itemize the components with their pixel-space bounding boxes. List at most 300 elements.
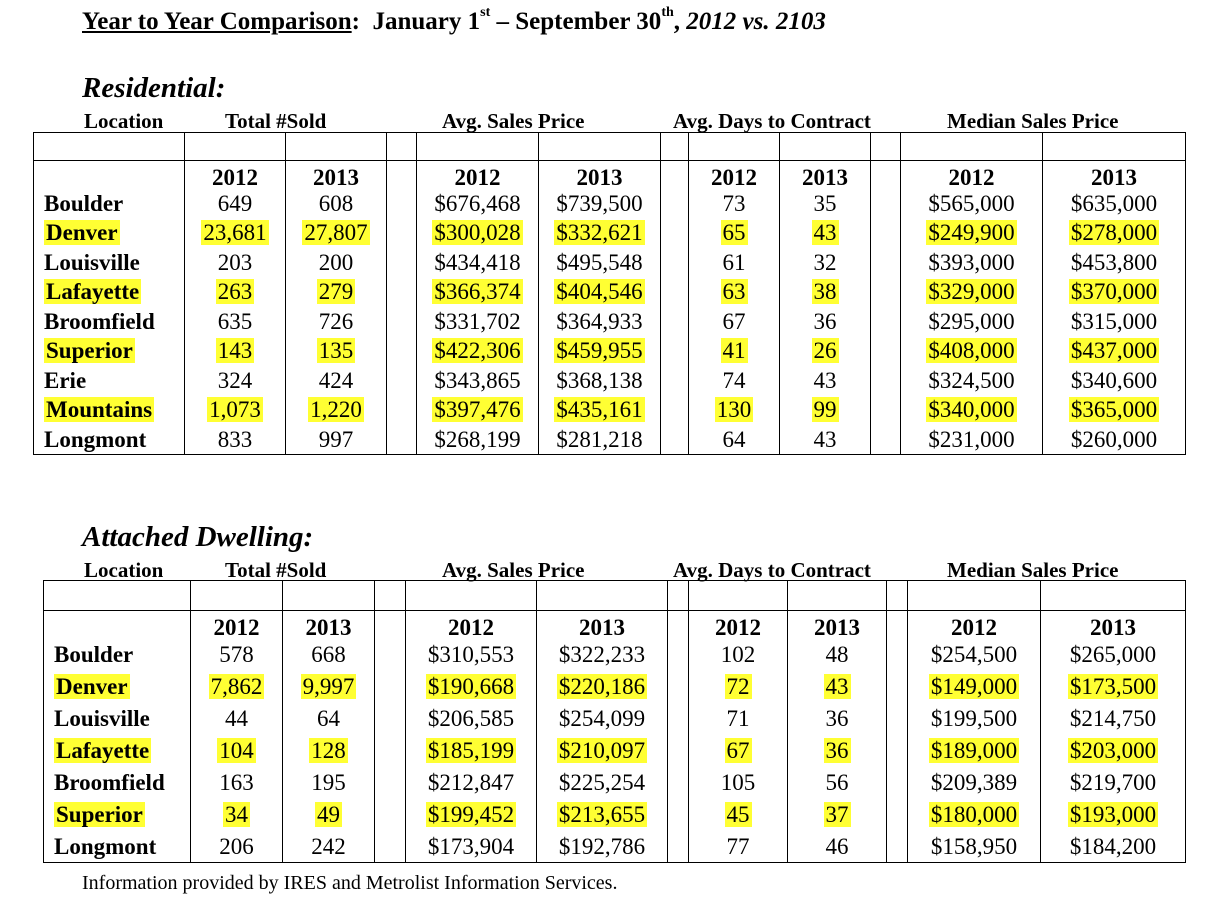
cell-value: 102 (720, 642, 756, 667)
location-cell (34, 277, 185, 307)
avg-days-2013-cell (788, 831, 887, 863)
table-row (44, 703, 1186, 735)
cell-value: $364,933 (556, 308, 643, 334)
cell-value: Denver (46, 220, 118, 246)
median-2013-cell (1043, 395, 1186, 425)
cell-value: 635 (217, 308, 253, 334)
cell-value: $210,097 (558, 738, 646, 763)
cell-value: $331,702 (434, 308, 521, 334)
sold-2012-cell (185, 395, 286, 425)
median-2012-cell (901, 248, 1043, 278)
sold-2012-cell (185, 218, 286, 248)
cell-value: Louisville (54, 706, 150, 731)
avg-days-2012-cell (689, 639, 788, 671)
sold-2013-cell (283, 767, 375, 799)
cell-value: 65 (722, 220, 746, 246)
avg-days-2013-cell (788, 767, 887, 799)
table-row (34, 366, 1186, 396)
median-2012-cell (901, 218, 1043, 248)
cell-value: $408,000 (928, 338, 1015, 364)
year-header: 2012 (406, 611, 537, 639)
avg-price-2012-cell (417, 218, 539, 248)
avg-days-2012-cell (689, 799, 788, 831)
cell-value: Louisville (44, 249, 140, 275)
avg-days-2012-cell (689, 767, 788, 799)
sold-2012-cell (191, 831, 283, 863)
cell-value: 77 (726, 833, 750, 859)
cell-value: $295,000 (928, 308, 1015, 334)
page-title: Year to Year Comparison: January 1st – September 30th, 2012 vs. 2103 (82, 5, 826, 35)
sold-2013-cell (283, 671, 375, 703)
cell-value: 67 (722, 308, 746, 334)
avg-price-2013-cell (539, 395, 661, 425)
avg-price-2012-cell (406, 735, 537, 767)
median-2012-cell (908, 639, 1041, 671)
cell-value: $189,000 (930, 738, 1018, 763)
median-2013-cell (1041, 767, 1186, 799)
median-2012-cell (901, 336, 1043, 366)
cell-value: $340,000 (928, 397, 1015, 423)
year-header: 2012 (689, 161, 780, 189)
median-2012-cell (908, 671, 1041, 703)
cell-value: $635,000 (1070, 190, 1158, 216)
cell-value: $180,000 (930, 802, 1018, 827)
sold-2012-cell (191, 799, 283, 831)
cell-value: $158,950 (930, 833, 1018, 859)
location-cell (44, 735, 191, 767)
cell-value: $231,000 (928, 426, 1015, 452)
cell-value: Boulder (54, 642, 134, 667)
attached-header-avg-price: Avg. Sales Price (442, 558, 585, 582)
median-2012-cell (908, 831, 1041, 863)
cell-value: Longmont (54, 833, 157, 859)
cell-value: 242 (311, 833, 346, 859)
year-header: 2012 (901, 161, 1043, 189)
sold-2013-cell (283, 799, 375, 831)
cell-value: $268,199 (434, 426, 521, 452)
year-header: 2012 (417, 161, 539, 189)
title-main: Year to Year Comparison (82, 8, 352, 35)
location-cell (34, 218, 185, 248)
sold-2013-cell (286, 395, 387, 425)
avg-days-2013-cell (788, 735, 887, 767)
median-2013-cell (1041, 735, 1186, 767)
avg-days-2012-cell (689, 703, 788, 735)
cell-value: $199,500 (930, 706, 1018, 731)
attached-header-location: Location (84, 558, 164, 582)
sold-2013-cell (286, 307, 387, 337)
sold-2012-cell (191, 767, 283, 799)
median-2013-cell (1041, 671, 1186, 703)
cell-value: 46 (825, 833, 849, 859)
sold-2013-cell (283, 703, 375, 735)
avg-price-2012-cell (417, 336, 539, 366)
sold-2012-cell (191, 671, 283, 703)
cell-value: $260,000 (1070, 426, 1158, 452)
sold-2012-cell (185, 425, 286, 455)
avg-price-2012-cell (406, 639, 537, 671)
median-2013-cell (1041, 639, 1186, 671)
cell-value: 49 (317, 802, 340, 827)
cell-value: 104 (219, 738, 254, 763)
year-header: 2013 (283, 611, 375, 639)
attached-header-avg-days: Avg. Days to Contract (673, 558, 871, 582)
cell-value: 36 (825, 706, 849, 731)
cell-value: $365,000 (1070, 397, 1158, 423)
cell-value: $459,955 (556, 338, 643, 364)
sold-2013-cell (286, 425, 387, 455)
sold-2013-cell (286, 277, 387, 307)
cell-value: $254,500 (930, 642, 1018, 667)
median-2012-cell (908, 799, 1041, 831)
median-2012-cell (901, 366, 1043, 396)
cell-value: $329,000 (928, 279, 1015, 305)
avg-days-2013-cell (780, 248, 871, 278)
sold-2012-cell (185, 366, 286, 396)
cell-value: 27,807 (304, 220, 368, 246)
cell-value: $495,548 (556, 249, 643, 275)
median-2012-cell (901, 307, 1043, 337)
avg-days-2013-cell (780, 395, 871, 425)
cell-value: $149,000 (930, 674, 1018, 699)
median-2012-cell (901, 189, 1043, 219)
cell-value: 73 (722, 190, 746, 216)
cell-value: $190,668 (427, 674, 515, 699)
year-header: 2013 (788, 611, 887, 639)
avg-price-2013-cell (537, 735, 668, 767)
sold-2012-cell (185, 189, 286, 219)
cell-value: $324,500 (928, 367, 1015, 393)
cell-value: 263 (217, 279, 253, 305)
title-from: January 1 (372, 8, 481, 35)
cell-value: $220,186 (558, 674, 646, 699)
year-header: 2013 (1043, 161, 1186, 189)
cell-value: 36 (825, 738, 849, 763)
location-cell (34, 395, 185, 425)
cell-value: $340,600 (1070, 367, 1158, 393)
cell-value: 833 (217, 426, 253, 452)
avg-days-2013-cell (788, 799, 887, 831)
avg-days-2012-cell (689, 189, 780, 219)
cell-value: 71 (726, 706, 750, 731)
cell-value: 38 (813, 279, 837, 305)
cell-value: $249,900 (928, 220, 1015, 246)
cell-value: 32 (813, 249, 837, 275)
title-years: 2012 vs. 2103 (686, 8, 826, 35)
sold-2013-cell (286, 336, 387, 366)
avg-days-2013-cell (780, 366, 871, 396)
cell-value: 649 (217, 190, 253, 216)
cell-value: 163 (219, 770, 254, 795)
table-row (44, 799, 1186, 831)
location-cell (34, 307, 185, 337)
table-row (34, 277, 1186, 307)
cell-value: $404,546 (556, 279, 643, 305)
sold-2013-cell (286, 218, 387, 248)
avg-price-2013-cell (537, 703, 668, 735)
location-cell (44, 703, 191, 735)
median-2012-cell (908, 735, 1041, 767)
attached-header-total-sold: Total #Sold (225, 558, 327, 582)
table-row (44, 767, 1186, 799)
avg-price-2013-cell (539, 336, 661, 366)
cell-value: $435,161 (556, 397, 643, 423)
median-2013-cell (1043, 277, 1186, 307)
avg-days-2013-cell (780, 189, 871, 219)
cell-value: 45 (726, 802, 750, 827)
cell-value: $565,000 (928, 190, 1015, 216)
cell-value: 1,073 (209, 397, 261, 423)
cell-value: $199,452 (427, 802, 515, 827)
avg-price-2013-cell (539, 189, 661, 219)
cell-value: 56 (825, 770, 849, 795)
avg-days-2013-cell (780, 218, 871, 248)
cell-value: $676,468 (434, 190, 521, 216)
cell-value: 74 (722, 367, 746, 393)
cell-value: Erie (44, 367, 87, 393)
avg-days-2012-cell (689, 248, 780, 278)
sold-2012-cell (185, 336, 286, 366)
avg-days-2012-cell (689, 277, 780, 307)
table-row (34, 336, 1186, 366)
cell-value: 61 (722, 249, 746, 275)
median-2013-cell (1043, 189, 1186, 219)
sold-2012-cell (185, 277, 286, 307)
cell-value: 43 (813, 367, 837, 393)
cell-value: $310,553 (427, 642, 515, 667)
cell-value: 64 (317, 706, 340, 731)
sold-2013-cell (286, 366, 387, 396)
cell-value: $437,000 (1070, 338, 1158, 364)
median-2013-cell (1041, 799, 1186, 831)
cell-value: $322,233 (558, 642, 646, 667)
cell-value: 143 (217, 338, 253, 364)
avg-price-2013-cell (537, 671, 668, 703)
cell-value: 43 (813, 426, 837, 452)
cell-value: $203,000 (1069, 738, 1157, 763)
median-2012-cell (901, 277, 1043, 307)
avg-days-2012-cell (689, 307, 780, 337)
year-header: 2012 (191, 611, 283, 639)
avg-price-2013-cell (537, 639, 668, 671)
median-2013-cell (1041, 703, 1186, 735)
year-header: 2013 (1041, 611, 1186, 639)
cell-value: $173,904 (427, 833, 515, 859)
table-row (44, 831, 1186, 863)
avg-days-2013-cell (780, 425, 871, 455)
cell-value: 67 (726, 738, 750, 763)
cell-value: 48 (825, 642, 849, 667)
cell-value: $368,138 (556, 367, 643, 393)
sold-2013-cell (283, 639, 375, 671)
avg-price-2013-cell (539, 366, 661, 396)
median-2013-cell (1043, 248, 1186, 278)
cell-value: Lafayette (46, 279, 140, 305)
cell-value: 35 (813, 190, 837, 216)
cell-value: 128 (311, 738, 346, 763)
cell-value: Mountains (46, 397, 153, 423)
location-cell (44, 831, 191, 863)
avg-price-2012-cell (417, 189, 539, 219)
avg-price-2012-cell (417, 395, 539, 425)
median-2013-cell (1043, 307, 1186, 337)
avg-price-2012-cell (406, 767, 537, 799)
cell-value: $281,218 (556, 426, 643, 452)
cell-value: Superior (46, 338, 133, 364)
year-header: 2013 (539, 161, 661, 189)
cell-value: Longmont (44, 426, 147, 452)
cell-value: 726 (318, 308, 354, 334)
cell-value: $332,621 (556, 220, 643, 246)
cell-value: 23,681 (203, 220, 267, 246)
cell-value: Boulder (44, 190, 124, 216)
sold-2012-cell (185, 307, 286, 337)
location-cell (34, 366, 185, 396)
cell-value: 1,220 (310, 397, 362, 423)
avg-days-2012-cell (689, 671, 788, 703)
table-row (44, 639, 1186, 671)
sold-2013-cell (286, 248, 387, 278)
cell-value: $370,000 (1070, 279, 1158, 305)
cell-value: $300,028 (434, 220, 521, 246)
cell-value: 37 (825, 802, 849, 827)
cell-value: 130 (716, 397, 752, 423)
avg-price-2013-cell (539, 425, 661, 455)
cell-value: 43 (813, 220, 837, 246)
cell-value: 43 (825, 674, 849, 699)
cell-value: 105 (720, 770, 756, 795)
cell-value: $185,199 (427, 738, 515, 763)
year-header: 2012 (185, 161, 286, 189)
cell-value: $397,476 (434, 397, 521, 423)
table-row (34, 395, 1186, 425)
location-cell (34, 425, 185, 455)
cell-value: 578 (219, 642, 254, 667)
attached-header-median: Median Sales Price (947, 558, 1119, 582)
avg-days-2013-cell (780, 307, 871, 337)
median-2012-cell (908, 703, 1041, 735)
cell-value: 608 (318, 190, 354, 216)
cell-value: $343,865 (434, 367, 521, 393)
cell-value: $422,306 (434, 338, 521, 364)
avg-days-2012-cell (689, 735, 788, 767)
cell-value: $184,200 (1069, 833, 1157, 859)
avg-price-2012-cell (417, 366, 539, 396)
avg-price-2013-cell (539, 218, 661, 248)
residential-header-avg-days: Avg. Days to Contract (673, 109, 871, 133)
avg-price-2012-cell (406, 703, 537, 735)
avg-price-2013-cell (537, 831, 668, 863)
table-row (34, 425, 1186, 455)
table-row (34, 307, 1186, 337)
cell-value: 324 (217, 367, 253, 393)
median-2013-cell (1041, 831, 1186, 863)
year-header: 2013 (780, 161, 871, 189)
residential-header-total-sold: Total #Sold (225, 109, 327, 133)
median-2013-cell (1043, 218, 1186, 248)
cell-value: Lafayette (56, 738, 150, 763)
cell-value: 36 (813, 308, 837, 334)
avg-price-2013-cell (537, 799, 668, 831)
cell-value: 34 (225, 802, 248, 827)
avg-days-2013-cell (788, 671, 887, 703)
median-2012-cell (901, 425, 1043, 455)
cell-value: $278,000 (1070, 220, 1158, 246)
avg-price-2012-cell (417, 248, 539, 278)
cell-value: $315,000 (1070, 308, 1158, 334)
cell-value: 424 (318, 367, 354, 393)
cell-value: $254,099 (558, 706, 646, 731)
cell-value: 64 (722, 426, 746, 452)
avg-days-2013-cell (780, 336, 871, 366)
cell-value: 279 (318, 279, 354, 305)
year-header: 2012 (689, 611, 788, 639)
median-2013-cell (1043, 336, 1186, 366)
cell-value: 206 (219, 833, 254, 859)
cell-value: 41 (722, 338, 746, 364)
sold-2012-cell (191, 639, 283, 671)
residential-table (33, 132, 1186, 455)
sold-2013-cell (286, 189, 387, 219)
residential-header-avg-price: Avg. Sales Price (442, 109, 585, 133)
location-cell (44, 639, 191, 671)
cell-value: $192,786 (558, 833, 646, 859)
avg-price-2012-cell (417, 425, 539, 455)
avg-price-2012-cell (406, 671, 537, 703)
cell-value: $213,655 (558, 802, 646, 827)
cell-value: $193,000 (1069, 802, 1157, 827)
table-row (34, 218, 1186, 248)
cell-value: 44 (225, 706, 248, 731)
avg-price-2012-cell (406, 799, 537, 831)
median-2013-cell (1043, 425, 1186, 455)
cell-value: Broomfield (44, 308, 155, 334)
cell-value: $265,000 (1069, 642, 1157, 667)
avg-price-2013-cell (537, 767, 668, 799)
residential-header-location: Location (84, 109, 164, 133)
footer-source-note: Information provided by IRES and Metrolist Information Services. (82, 872, 618, 894)
sold-2013-cell (283, 831, 375, 863)
cell-value: 26 (813, 338, 837, 364)
sold-2013-cell (283, 735, 375, 767)
cell-value: $453,800 (1070, 249, 1158, 275)
cell-value: $225,254 (558, 770, 646, 795)
attached-section-title: Attached Dwelling: (82, 521, 314, 553)
avg-days-2012-cell (689, 831, 788, 863)
avg-days-2012-cell (689, 425, 780, 455)
location-cell (34, 336, 185, 366)
cell-value: $206,585 (427, 706, 515, 731)
cell-value: $434,418 (434, 249, 521, 275)
cell-value: 200 (318, 249, 354, 275)
year-header: 2013 (286, 161, 387, 189)
cell-value: 668 (311, 642, 346, 667)
median-2013-cell (1043, 366, 1186, 396)
avg-price-2013-cell (539, 307, 661, 337)
cell-value: Denver (56, 674, 128, 699)
sold-2012-cell (191, 735, 283, 767)
residential-header-median: Median Sales Price (947, 109, 1119, 133)
year-header: 2013 (537, 611, 668, 639)
residential-section-title: Residential: (82, 72, 226, 104)
attached-table (43, 580, 1186, 863)
location-cell (34, 248, 185, 278)
avg-days-2013-cell (788, 703, 887, 735)
sold-2012-cell (191, 703, 283, 735)
cell-value: $173,500 (1069, 674, 1157, 699)
cell-value: 203 (217, 249, 253, 275)
table-row (34, 248, 1186, 278)
